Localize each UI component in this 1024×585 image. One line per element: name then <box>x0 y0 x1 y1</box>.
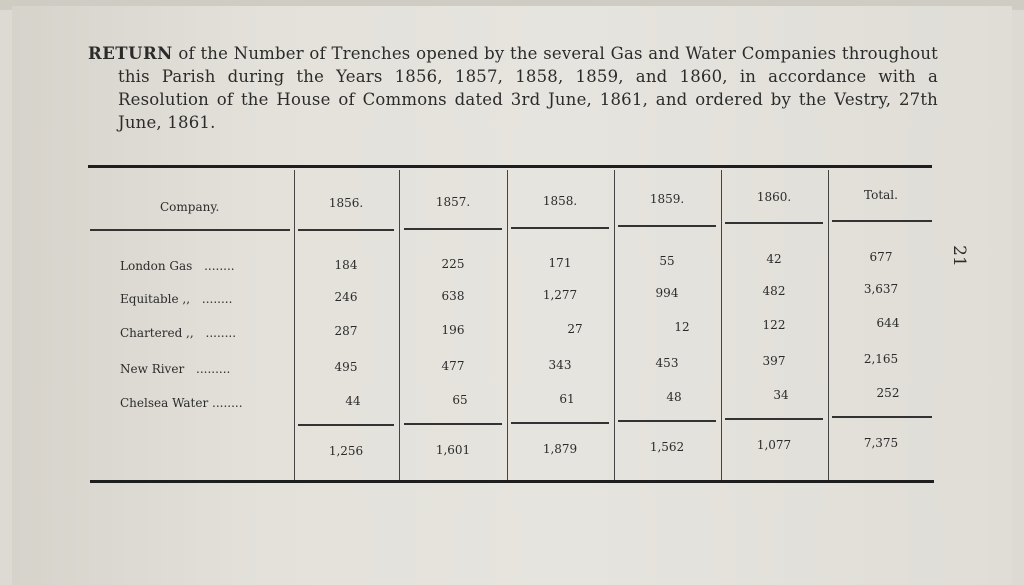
total-1859: 1,562 <box>649 440 685 454</box>
value-1856: 287 <box>334 324 358 338</box>
value-1857: 65 <box>452 393 468 407</box>
row-label <box>120 362 230 376</box>
heading-text: of the Number of Trenches opened by the several Gas and Water Companies throughout this Parish during the Years 1856, 1857, 1858, 1859, and 1860, in accordance with a Resolution of the House of Commons dated 3rd June, 1861, and ordered by the Vestry, 27th June, 1861. <box>118 44 938 132</box>
dot-leader: ........ <box>201 292 233 306</box>
header-1859: 1859. <box>649 192 685 206</box>
totals-rule <box>725 418 823 420</box>
column-divider <box>507 170 508 480</box>
page-number: 21 <box>948 245 969 267</box>
dot-leader: ........ <box>205 326 237 340</box>
header-rule <box>90 229 290 231</box>
value-total: 644 <box>876 316 900 330</box>
value-total: 677 <box>869 250 893 264</box>
value-1860: 122 <box>762 318 786 332</box>
header-1858: 1858. <box>542 194 578 208</box>
header-rule <box>511 227 609 229</box>
value-1860: 34 <box>773 388 789 402</box>
company-name: London Gas <box>120 259 193 273</box>
document-heading <box>88 42 938 134</box>
column-divider <box>828 170 829 480</box>
value-1860: 397 <box>762 354 786 368</box>
value-1858: 27 <box>567 322 583 336</box>
value-1856: 495 <box>334 360 358 374</box>
value-1857: 638 <box>441 289 465 303</box>
column-divider <box>399 170 400 480</box>
value-1859: 453 <box>655 356 679 370</box>
value-1858: 1,277 <box>542 288 578 302</box>
value-1859: 48 <box>666 390 682 404</box>
header-rule <box>298 229 394 231</box>
header-rule <box>832 220 932 222</box>
value-1858: 171 <box>548 256 572 270</box>
dot-leader: ........ <box>204 259 235 273</box>
dot-leader: ........ <box>212 396 243 410</box>
header-rule <box>725 222 823 224</box>
header-1856: 1856. <box>328 196 364 210</box>
grand-total: 7,375 <box>863 436 899 450</box>
total-1858: 1,879 <box>542 442 578 456</box>
dot-leader: ......... <box>196 362 231 376</box>
table-top-rule <box>88 165 932 168</box>
totals-rule <box>511 422 609 424</box>
row-label <box>120 396 243 410</box>
value-1857: 196 <box>441 323 465 337</box>
value-1860: 42 <box>766 252 782 266</box>
value-1858: 343 <box>548 358 572 372</box>
totals-rule <box>298 424 394 426</box>
header-rule <box>618 225 716 227</box>
row-label <box>120 292 232 306</box>
value-1859: 994 <box>655 286 679 300</box>
value-1856: 184 <box>334 258 358 272</box>
totals-rule <box>618 420 716 422</box>
value-total: 3,637 <box>863 282 899 296</box>
value-1857: 225 <box>441 257 465 271</box>
value-1856: 44 <box>345 394 361 408</box>
value-1856: 246 <box>334 290 358 304</box>
row-label <box>120 326 236 340</box>
table-bottom-rule <box>90 480 934 483</box>
header-total: Total. <box>864 188 898 202</box>
value-total: 252 <box>876 386 900 400</box>
totals-rule <box>404 423 502 425</box>
heading-lead: RETURN <box>88 44 173 63</box>
totals-rule <box>832 416 932 418</box>
header-1857: 1857. <box>435 195 471 209</box>
header-1860: 1860. <box>756 190 792 204</box>
value-1859: 55 <box>659 254 675 268</box>
value-total: 2,165 <box>863 352 899 366</box>
company-name: Chartered ,, <box>120 326 194 340</box>
value-1860: 482 <box>762 284 786 298</box>
company-name: Chelsea Water <box>120 396 209 410</box>
value-1859: 12 <box>674 320 690 334</box>
row-label <box>120 259 235 273</box>
total-1857: 1,601 <box>435 443 471 457</box>
value-1857: 477 <box>441 359 465 373</box>
total-1856: 1,256 <box>328 444 364 458</box>
company-name: Equitable ,, <box>120 292 191 306</box>
header-rule <box>404 228 502 230</box>
column-divider <box>294 170 295 480</box>
company-name: New River <box>120 362 185 376</box>
value-1858: 61 <box>559 392 575 406</box>
total-1860: 1,077 <box>756 438 792 452</box>
header-company: Company. <box>160 200 220 214</box>
